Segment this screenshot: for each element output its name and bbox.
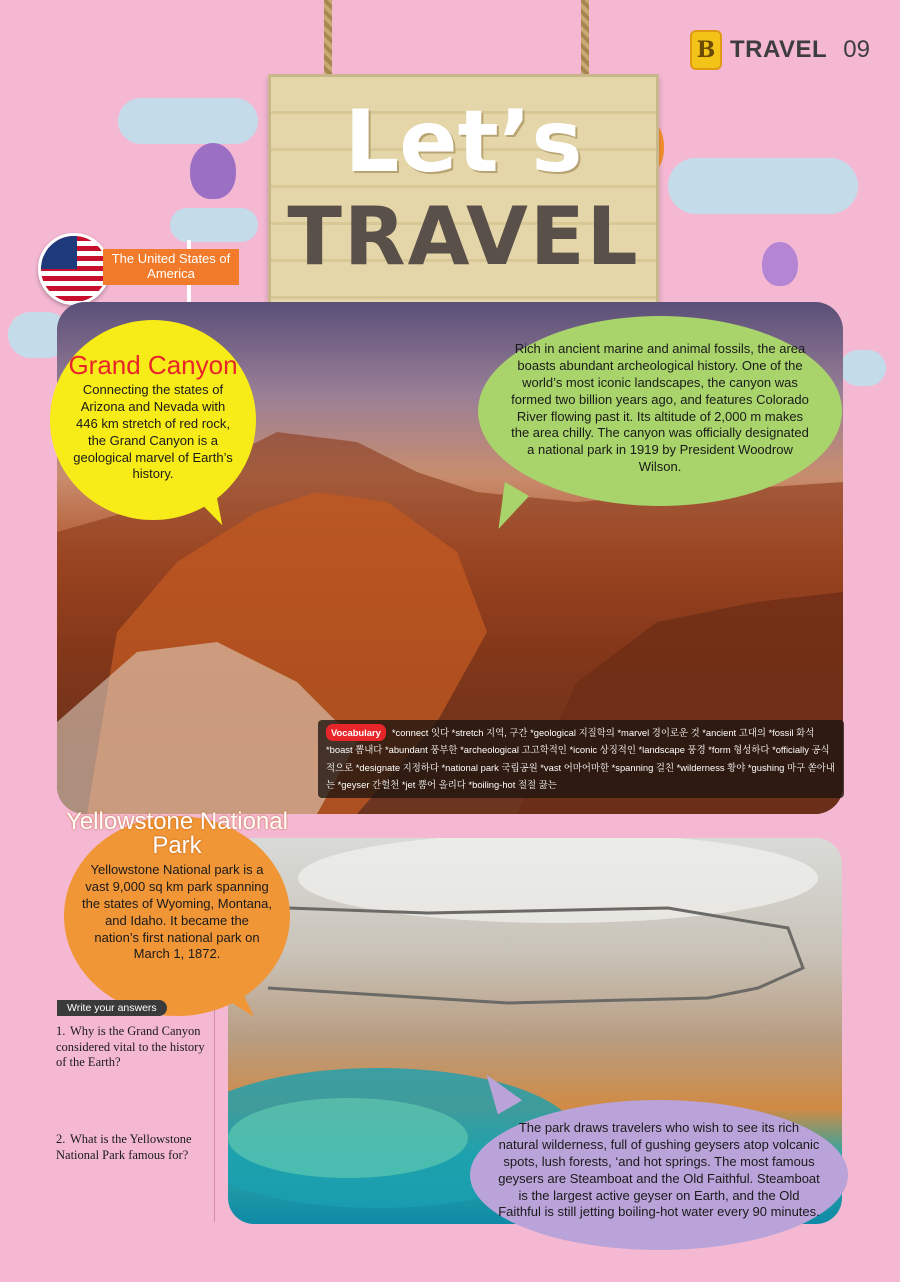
cloud-decoration [118,98,258,144]
yellowstone-details: The park draws travelers who wish to see its rich natural wilderness, full of gushing geysers atop volcanic spots, lush forests, ‘and hot springs. The most famous geysers are Steamboat and the Old Faithful. Steamboat is the largest active geyser on Earth, and the Old Faithful is still jetting boiling-hot water every 90 minutes. [498,1120,820,1220]
country-label: The United States of America [103,249,239,285]
yellowstone-details-bubble [470,1100,848,1250]
title-sign [268,74,659,326]
vocabulary-text: *connect 잇다 *stretch 지역, 구간 *geological 지질학의 *marvel 경이로운 것 *ancient 고대의 *fossil 화석 *boast 뽐내다 *abundant 풍부한 *archeological 고고학적인 *iconic 상징적인 *landscape 풍경 *form 형성하다 *officially 공식적으로 *designate 지정하다 *national park 국립공원 *vast 어마어마한 *spanning 걸친 *wilderness 황야 *gushing 마구 쏟아내는 *geyser 간헐천 *jet 뿜어 올리다 *boiling-hot 절절 끓는 [326,727,835,791]
rope-decoration [581,0,589,76]
title-line-1: Let’s [344,92,583,192]
question-text: Why is the Grand Canyon considered vital to the history of the Earth? [56,1024,205,1070]
cloud-decoration [170,208,258,242]
vocabulary-tag: Vocabulary [326,724,386,741]
grand-canyon-details: Rich in ancient marine and animal fossils, the area boasts abundant archeological history. One of the world’s most iconic landscapes, the canyon was formed two billion years ago, and features Colorado River flowing past it. Its altitude of 2,000 m makes the area chilly. The canyon was officially designated a national park in 1919 by President Woodrow Wilson. [511,341,809,475]
question-2 [56,1132,206,1163]
question-number: 2. [56,1132,66,1146]
rope-decoration [324,0,332,76]
grand-canyon-title: Grand Canyon [68,350,238,380]
yellowstone-intro-bubble [64,808,290,1016]
section-title: TRAVEL [730,36,828,63]
question-1 [56,1024,206,1071]
column-divider [214,1010,215,1222]
hot-air-balloon-icon [190,143,236,199]
section-header [690,30,870,70]
write-answers-tag: Write your answers [57,1000,167,1016]
yellowstone-intro: Yellowstone National park is a vast 9,000 sq km park spanning the states of Wyoming, Montana, and Idaho. It became the nation’s first national park on March 1, 1872. [82,862,272,962]
page-number: 09 [843,36,870,63]
title-line-2: TRAVEL [287,190,640,283]
cloud-decoration [840,350,886,386]
hot-air-balloon-icon [762,242,798,286]
vocabulary-box [318,720,844,798]
question-number: 1. [56,1024,66,1038]
brand-logo: B [690,30,722,70]
question-text: What is the Yellowstone National Park famous for? [56,1132,192,1162]
us-flag-icon [38,233,110,305]
yellowstone-title: Yellowstone National Park [66,808,288,859]
grand-canyon-intro-bubble [50,320,256,520]
grand-canyon-details-bubble [478,316,842,506]
grand-canyon-intro: Connecting the states of Arizona and Nevada with 446 km stretch of red rock, the Grand Canyon is a geological marvel of Earth’s history. [73,382,233,482]
cloud-decoration [668,158,858,214]
